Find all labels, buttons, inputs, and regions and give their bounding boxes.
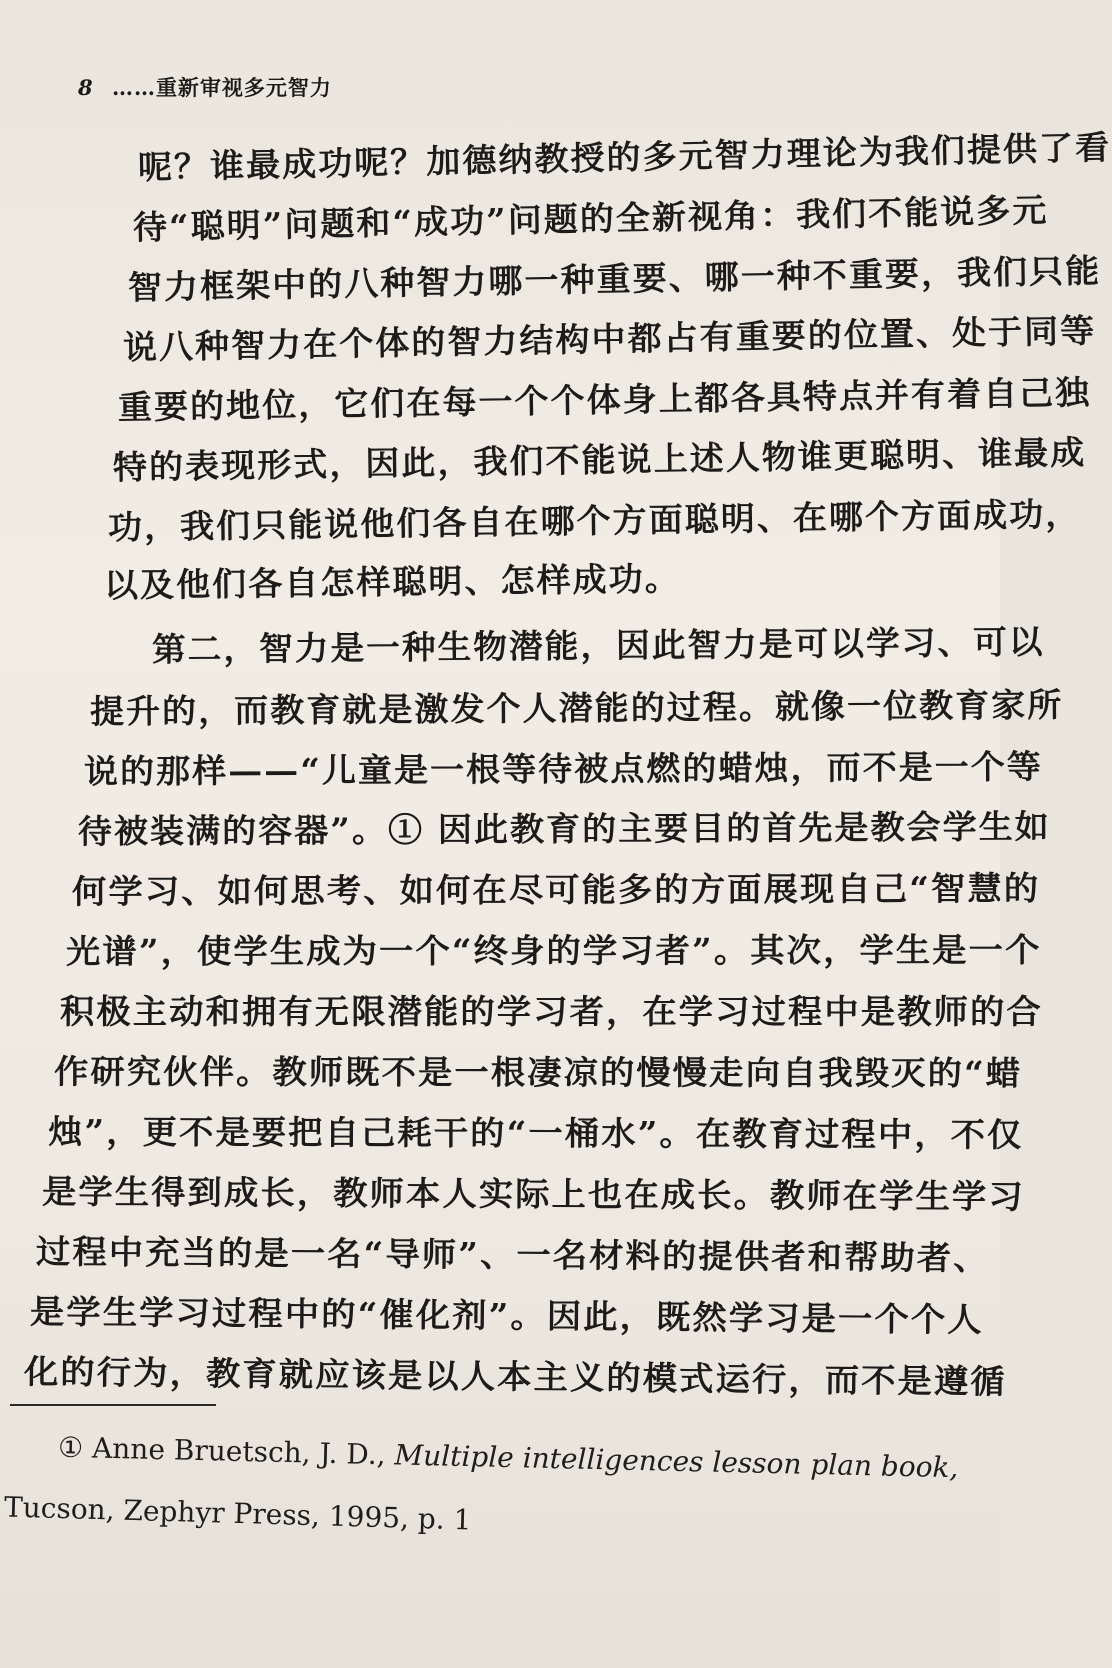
footnote-divider (10, 1404, 216, 1406)
text-line: 作研究伙伴。教师既不是一根凄凉的慢慢走向自我毁灭的“蜡 (53, 1052, 1023, 1093)
text-line: 待“聪明”问题和“成功”问题的全新视角：我们不能说多元 (132, 190, 1049, 247)
text-line: 重要的地位，它们在每一个个体身上都各具特点并有着自己独 (117, 372, 1092, 427)
text-line: 呢？谁最成功呢？加德纳教授的多元智力理论为我们提供了看 (137, 127, 1112, 187)
text-line: 智力框架中的八种智力哪一种重要、哪一种不重要，我们只能 (127, 251, 1102, 307)
page-number: 8 (78, 75, 94, 100)
footnote-book-title: Multiple intelligences lesson plan book, (394, 1438, 959, 1485)
text-line: 功，我们只能说他们各自在哪个方面聪明、在哪个方面成功， (107, 494, 1082, 547)
text-line: 说的那样——“儿童是一根等待被点燃的蜡烛，而不是一个等 (83, 746, 1044, 791)
text-line: 是学生得到成长，教师本人实际上也在成长。教师在学生学习 (41, 1172, 1025, 1217)
running-title: ……重新审视多元智力 (111, 75, 332, 100)
text-line: 第二，智力是一种生物潜能，因此智力是可以学习、可以 (151, 622, 1045, 669)
text-line: 以及他们各自怎样聪明、怎样成功。 (103, 558, 681, 605)
text-line: 待被装满的容器”。① 因此教育的主要目的首先是教会学生如 (77, 806, 1051, 851)
text-line: 过程中充当的是一名“导师”、一名材料的提供者和帮助者、 (35, 1232, 990, 1278)
text-line: 化的行为，教育就应该是以人本主义的模式运行，而不是遵循 (23, 1352, 1007, 1402)
footnote-marker: ① (57, 1430, 84, 1465)
text-line: 何学习、如何思考、如何在尽可能多的方面展现自己“智慧的 (71, 868, 1041, 911)
text-line: 提升的，而教育就是激发个人潜能的过程。就像一位教育家所 (89, 685, 1064, 731)
text-line: 积极主动和拥有无限潜能的学习者，在学习过程中是教师的合 (60, 992, 1043, 1031)
footnote-author: Anne Bruetsch, J. D., (91, 1431, 386, 1472)
text-line: 说八种智力在个体的智力结构中都占有重要的位置、处于同等 (122, 311, 1097, 367)
footnote-line-1 (58, 1430, 959, 1486)
text-line: 烛”，更不是要把自己耗干的“一桶水”。在教育过程中，不仅 (47, 1112, 1024, 1155)
text-line: 光谱”，使学生成为一个“终身的学习者”。其次，学生是一个 (65, 930, 1042, 971)
running-header (78, 72, 332, 102)
text-line: 是学生学习过程中的“催化剂”。因此，既然学习是一个个人 (29, 1292, 984, 1340)
footnote-line-2: Tucson, Zephyr Press, 1995, p. 1 (3, 1490, 472, 1537)
text-line: 特的表现形式，因此，我们不能说上述人物谁更聪明、谁最成 (112, 432, 1087, 487)
